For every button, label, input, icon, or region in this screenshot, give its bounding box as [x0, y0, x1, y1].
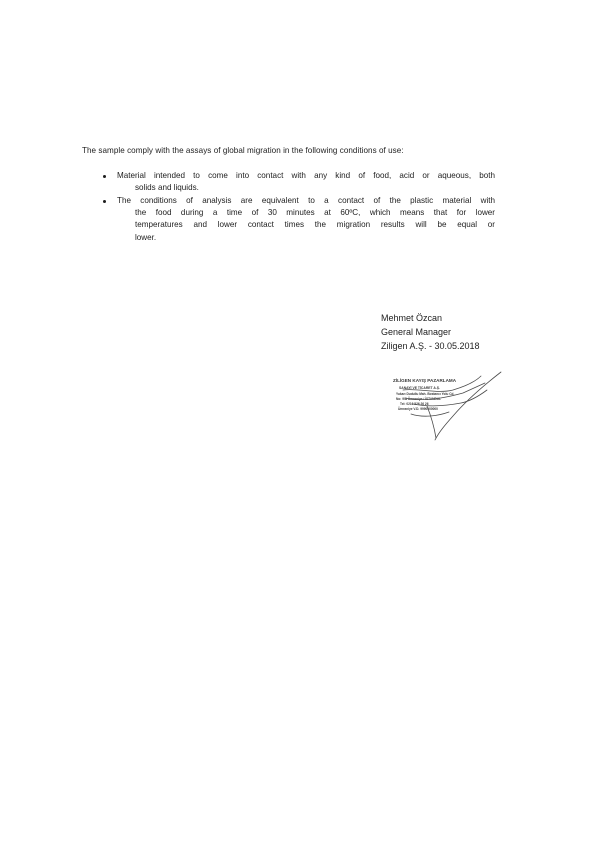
condition-text: [117, 170, 495, 194]
stamp-line: Tel: 0216 526 26 26: [400, 402, 429, 406]
bullet-icon: [103, 200, 106, 203]
signatory-title: General Manager: [381, 327, 452, 338]
stamp-line: Yukarı Dudullu Mah. Bostancı Yolu Cd.: [396, 392, 455, 396]
text-line: lower.: [135, 232, 157, 242]
text-line: the food during a time of 30 minutes at 60ºC, which means that for lower: [135, 208, 495, 218]
text-line: The conditions of analysis are equivalent to a contact of the plastic material with: [117, 196, 495, 205]
bullet-icon: [103, 175, 106, 178]
signatory-name: Mehmet Özcan: [381, 313, 443, 323]
company-stamp-signature: [383, 368, 508, 444]
text-line: temperatures and lower contact times the migration results will be equal or: [135, 220, 495, 230]
stamp-line: ZİLİGEN KAYIŞ PAZARLAMA: [393, 378, 457, 383]
condition-text: [117, 195, 495, 244]
intro-text: The sample comply with the assays of global migration in the following conditions of use:: [82, 146, 404, 155]
signature-block: [381, 311, 480, 354]
text-line: Material intended to come into contact with any kind of food, acid or aqueous, both: [117, 171, 495, 180]
stamp-line: No: 9/A Ümraniye / İSTANBUL: [396, 397, 441, 401]
text-line: solids and liquids.: [135, 183, 199, 193]
signatory-company-date: Ziligen A.Ş. - 30.05.2018: [381, 341, 480, 352]
stamp-line: Ümraniye V.D. 9990000000: [398, 407, 438, 411]
stamp-line: SANAYİ VE TİCARET A.Ş.: [399, 386, 441, 390]
